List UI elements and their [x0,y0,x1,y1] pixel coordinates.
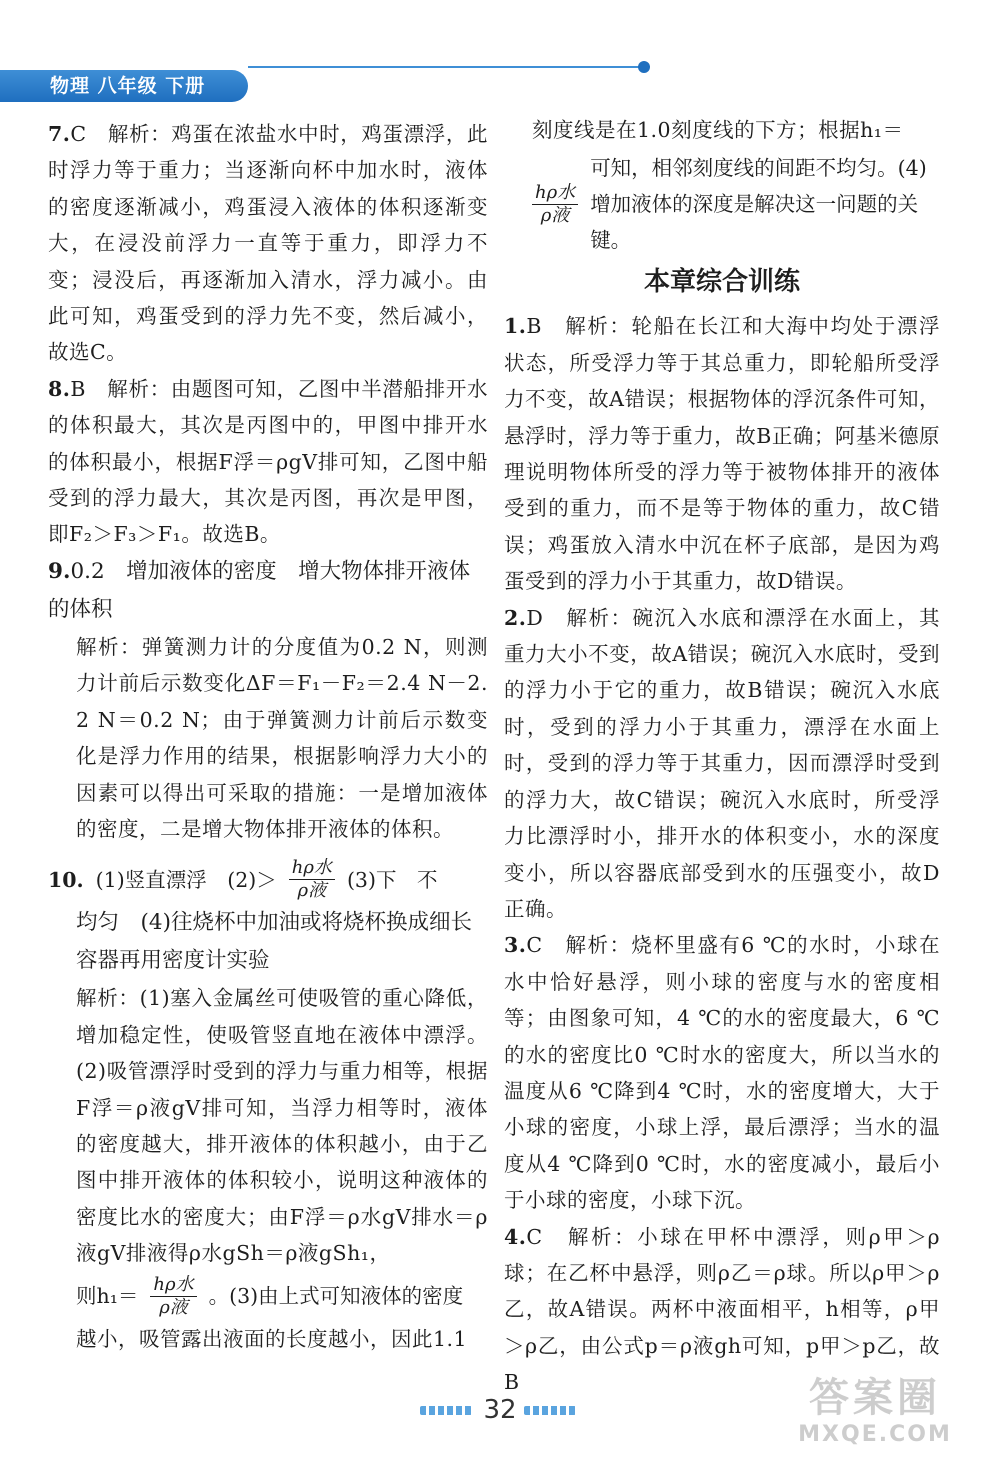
watermark-line1: 答案圈 [809,1375,941,1421]
header-rule [248,66,643,68]
watermark-line2: MXQE.COM [798,1422,952,1447]
review-answer-2: 2.D 解析：碗沉入水底和漂浮在水面上，其重力大小不变，故A错误；碗沉入水底时，受到的浮力小于它的重力，故B错误；碗沉入水底时，受到的浮力小于其重力，漂浮在水面上时，受到的浮力等于其重力，因而漂浮时受到的浮力大，故C错误；碗沉入水底时，所受浮力比漂浮时小，排开水的体积变小，水的深度变小，所以容器底部受到水的压强变小，故D正确。 [504,605,940,921]
analysis-10-continued: 刻度线是在1.0刻度线的下方；根据h₁＝ [532,118,904,142]
fraction-h-rho: $\frac{\text{hρ水}}{\text{ρ液}}$ [289,857,335,902]
left-column [48,116,488,1357]
analysis-9: 解析：弹簧测力计的分度值为0.2 N，则测力计前后示数变化ΔF＝F₁－F₂＝2.4 N－2.2 N＝0.2 N；由于弹簧测力计前后示数变化是浮力作用的结果，根据影响浮力大小的因素可以得出可采取的措施：一是增加液体的密度，二是增大物体排开液体的体积。 [76,634,488,841]
page-number: 32 [483,1395,517,1425]
review-answer-1: 1.B 解析：轮船在长江和大海中均处于漂浮状态，所受浮力等于其总重力，即轮船所受浮力不变，故A错误；根据物体的浮沉条件可知，悬浮时，浮力等于重力，故B正确；阿基米德原理说明物体所受的浮力等于被物体排开的液体受到的重力，而不是等于物体的重力，故C错误；鸡蛋放入清水中沉在杯子底部，是因为鸡蛋受到的浮力小于其重力，故D错误。 [504,314,940,594]
section-title: 本章综合训练 [643,267,800,298]
footer-decoration-right [524,1406,576,1415]
book-title: 物理 八年级 下册 [50,75,206,97]
watermark [762,1374,988,1458]
fraction-h-rho-right: $\frac{\text{hρ水}}{\text{ρ液}}$ [532,182,578,227]
answer-8: 8.B 解析：由题图可知，乙图中半潜船排开水的体积最大，其次是丙图中的，甲图中排开水的体积最小，根据F浮＝ρgV排可知，乙图中船受到的浮力最大，其次是丙图，再次是甲图，即F₂＞F₃＞F₁。故选B。 [48,376,488,547]
answer-7: 7.C 解析：鸡蛋在浓盐水中时，鸡蛋漂浮，此时浮力等于重力；当逐渐向杯中加水时，液体的密度逐渐减小，鸡蛋浸入液体的体积逐渐变大，在浸没前浮力一直等于重力，即浮力不变；浸没后，再逐渐加入清水，浮力减小。由此可知，鸡蛋受到的浮力先不变，然后减小，故选C。 [48,122,488,365]
footer-decoration-left [420,1406,472,1415]
answer-9: 9.0.2 增加液体的密度 增大物体排开液体的体积 [48,558,471,622]
analysis-10-part3: 越小，吸管露出液面的长度越小，因此1.1 [76,1326,468,1351]
right-column [504,112,940,1401]
fraction-h1: $\frac{\text{hρ水}}{\text{ρ液}}$ [150,1274,196,1319]
answer-10-line1: 10. (1)竖直漂浮 (2)＞ $\frac{\text{hρ水}}{\text{ρ液}}$ (3)下 不 [48,857,438,902]
review-answer-4: 4.C 解析：小球在甲杯中漂浮，则ρ甲＞ρ球；在乙杯中悬浮，则ρ乙＝ρ球。所以ρ甲＞ρ乙，故A错误。两杯中液面相平，h相等，ρ甲＞ρ乙，由公式p＝ρ液gh可知，p甲＞p乙，故B [504,1224,940,1395]
analysis-10-formula: 则h₁＝ $\frac{\text{hρ水}}{\text{ρ液}}$ 。(3)由上式可知液体的密度 [76,1273,464,1318]
analysis-10-part1: 解析：(1)塞入金属丝可使吸管的重心降低，增加稳定性，使吸管竖直地在液体中漂浮。(2)吸管漂浮时受到的浮力与重力相等，根据F浮＝ρ液gV排可知，当浮力相等时，液体的密度越大，排开液体的体积越小，由于乙图中排开液体的体积较小，说明这种液体的密度比水的密度大；由F浮＝ρ水gV排水＝ρ液gV排液得ρ水gSh＝ρ液gSh₁， [76,986,488,1266]
review-answer-3: 3.C 解析：烧杯里盛有6 ℃的水时，小球在水中恰好悬浮，则小球的密度与水的密度相等；由图象可知，4 ℃的水的密度最大，6 ℃的水的密度比0 ℃时水的密度大，所以当水的温度从6 ℃降到4 ℃时，水的密度增大，大于小球的密度，小球上浮，最后漂浮；当水的温度从4 ℃降到0 ℃时，水的密度减小，最后小于小球的密度，小球下沉。 [504,933,940,1213]
header-dot [638,61,650,73]
answer-10-cont: 均匀 (4)往烧杯中加油或将烧杯换成细长容器再用密度计实验 [76,910,472,974]
analysis-10-continued-formula: $\frac{\text{hρ水}}{\text{ρ液}}$ 可知，相邻刻度线的间距不均匀。(4)增加液体的深度是解决这一问题的关键。 [504,150,940,258]
